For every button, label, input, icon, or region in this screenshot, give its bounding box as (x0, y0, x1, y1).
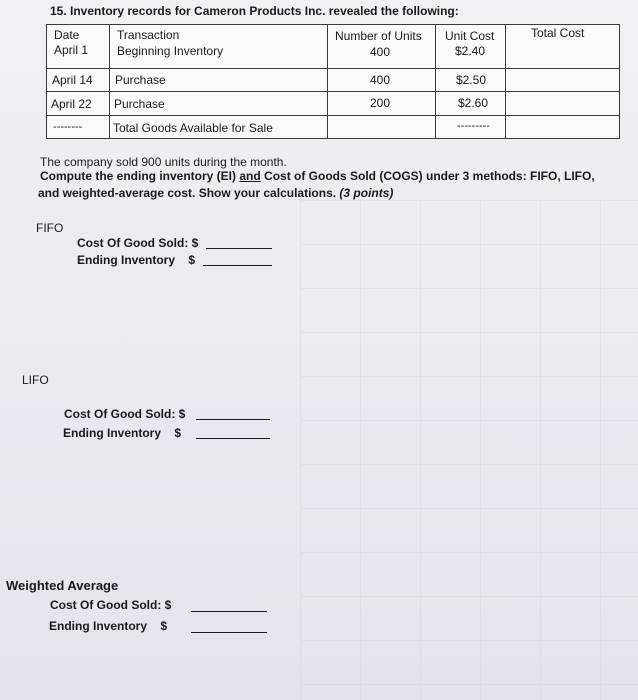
row-units: 200 (370, 96, 391, 110)
instruction-compute-part2: Cost of Goods Sold (COGS) under 3 methods: FIFO, LIFO, (260, 169, 595, 183)
row-transaction: Purchase (115, 73, 166, 87)
header-date: Date (54, 28, 80, 42)
row-date: April 14 (52, 73, 93, 87)
total-row-date: -------- (53, 121, 83, 133)
weighted-cogs-blank[interactable] (191, 611, 267, 612)
table-divider (327, 25, 328, 138)
lifo-cogs-blank[interactable] (196, 419, 270, 420)
table-divider (109, 25, 110, 138)
header-transaction: Transaction (117, 28, 180, 42)
weighted-ei-blank[interactable] (191, 632, 267, 633)
instruction-sold: The company sold 900 units during the month. (40, 155, 287, 169)
table-divider (47, 115, 619, 116)
total-row-label: Total Goods Available for Sale (113, 121, 273, 135)
points-label: (3 points) (339, 186, 394, 200)
table-divider (435, 25, 436, 138)
weighted-average-label: Weighted Average (6, 578, 119, 593)
instruction-show-text: and weighted-average cost. Show your calculations. (38, 186, 337, 200)
table-divider (47, 91, 619, 92)
instruction-compute (40, 169, 595, 183)
weighted-cogs-label: Cost Of Good Sold: $ (50, 598, 172, 612)
header-unit-cost: Unit Cost (445, 29, 495, 43)
row-date: April 1 (54, 43, 89, 57)
weighted-ei-label: Ending Inventory $ (49, 619, 168, 633)
instruction-compute-part1: Compute the ending inventory (EI) (40, 169, 240, 183)
show-through-grid (300, 200, 638, 700)
total-row-unit-cost: --------- (457, 120, 490, 132)
header-units: Number of Units (335, 29, 422, 43)
row-units: 400 (370, 45, 391, 59)
question-title: 15. Inventory records for Cameron Products Inc. revealed the following: (50, 4, 459, 18)
table-divider (505, 25, 506, 138)
fifo-ei-blank[interactable] (203, 265, 272, 266)
lifo-cogs-label: Cost Of Good Sold: $ (64, 407, 186, 421)
lifo-label: LIFO (22, 373, 49, 387)
row-units: 400 (370, 73, 391, 87)
table-divider (47, 68, 619, 69)
row-unit-cost: $2.50 (456, 73, 487, 87)
header-total-cost: Total Cost (531, 26, 585, 40)
instruction-and: and (239, 169, 261, 183)
lifo-ei-label: Ending Inventory $ (63, 426, 182, 440)
fifo-label: FIFO (36, 221, 64, 235)
fifo-cogs-label: Cost Of Good Sold: $ (77, 236, 199, 250)
fifo-ei-label: Ending Inventory $ (77, 253, 196, 267)
row-unit-cost: $2.60 (458, 96, 489, 110)
row-transaction: Purchase (114, 97, 165, 111)
instruction-show (38, 186, 393, 200)
fifo-cogs-blank[interactable] (206, 248, 272, 249)
row-transaction: Beginning Inventory (117, 44, 224, 58)
lifo-ei-blank[interactable] (196, 438, 270, 439)
inventory-table (46, 24, 620, 139)
row-date: April 22 (51, 97, 92, 111)
row-unit-cost: $2.40 (455, 44, 486, 58)
